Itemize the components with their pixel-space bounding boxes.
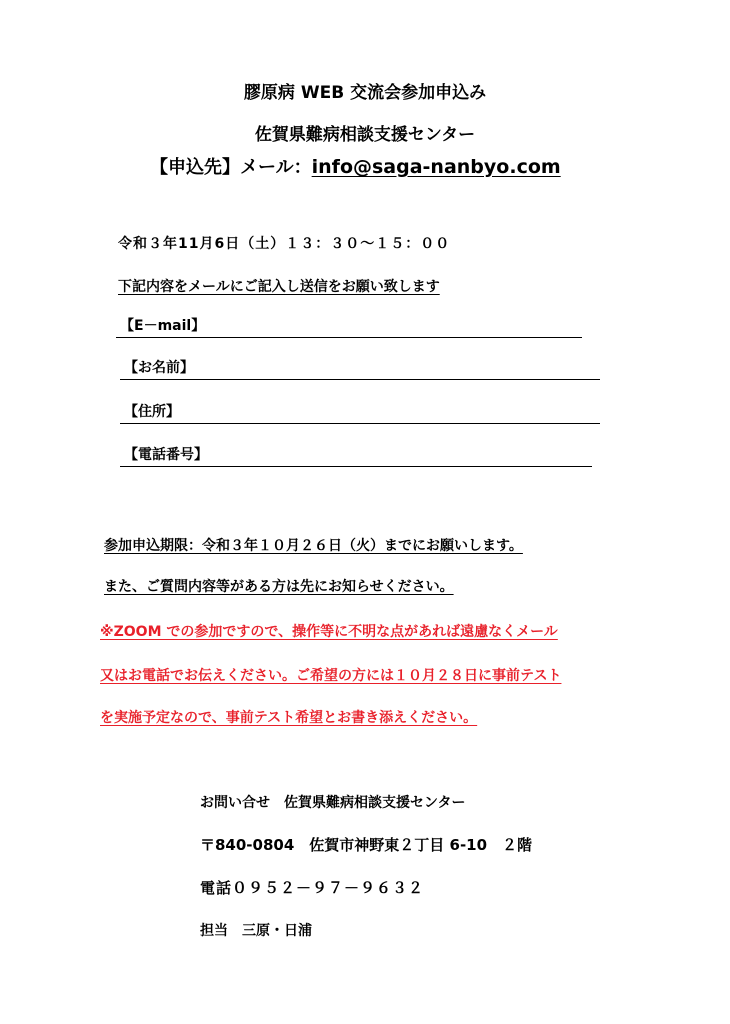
apply-line — [150, 153, 561, 179]
deadline-note: 参加申込期限：令和３年１０月２６日（火）までにお願いします。 — [104, 538, 523, 554]
contact-address: 〒840-0804 佐賀市神野東２丁目 6-10 ２階 — [200, 836, 533, 854]
zoom-note-line-1: ※ZOOM での参加ですので、操作等に不明な点があれば遠慮なくメール — [100, 624, 558, 640]
instruction-text: 下記内容をメールにご記入し送信をお願い致します — [118, 279, 440, 295]
organization-name: 佐賀県難病相談支援センター — [254, 125, 476, 145]
phone-field-label: 【電話番号】 — [124, 447, 208, 463]
name-field[interactable] — [120, 357, 600, 380]
apply-label: 【申込先】メール： — [150, 157, 312, 178]
contact-phone: 電話０９５２－９７－９６３２ — [200, 879, 425, 897]
email-field-label: 【E－mail】 — [120, 318, 206, 334]
phone-field[interactable] — [120, 444, 592, 467]
zoom-note-line-3: を実施予定なので、事前テスト希望とお書き添えください。 — [100, 710, 478, 726]
contact-inquiry: お問い合せ 佐賀県難病相談支援センター — [200, 795, 466, 811]
apply-email-link[interactable]: info@saga-nanbyo.com — [311, 156, 561, 178]
page-title: 膠原病 WEB 交流会参加申込み — [243, 83, 487, 103]
zoom-note-line-2: 又はお電話でお伝えください。ご希望の方には１０月２８日に事前テスト — [100, 668, 562, 684]
contact-staff: 担当 三原・日浦 — [200, 923, 312, 939]
address-field-label: 【住所】 — [124, 404, 180, 420]
questions-note: また、ご質問内容等がある方は先にお知らせください。 — [104, 579, 454, 595]
email-field[interactable] — [116, 315, 582, 338]
event-datetime: 令和３年11月6日（土）１３：３０〜１５：００ — [118, 236, 451, 252]
name-field-label: 【お名前】 — [124, 360, 194, 376]
address-field[interactable] — [120, 401, 600, 424]
